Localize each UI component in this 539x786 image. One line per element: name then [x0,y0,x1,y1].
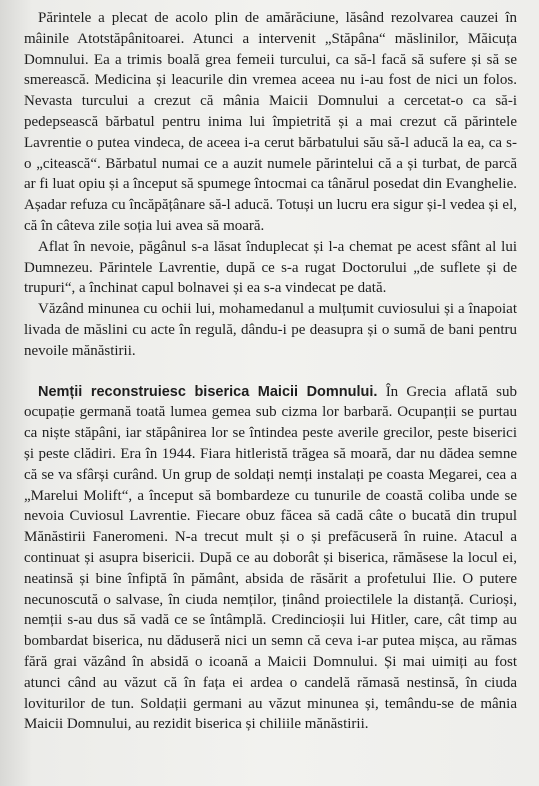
section-paragraph [24,382,517,736]
paragraph-2: Aflat în nevoie, păgânul s-a lăsat înduplecat și l-a chemat pe acest sfânt al lui Dumnezeu. Părintele Lavrentie, după ce s-a rugat Doctorului „de suflete și de trupuri“, a închinat capul bolnavei și ea s-a vindecat pe dată. [24,238,517,297]
paragraph-3: Văzând minunea cu ochii lui, mohamedanul a mulțumit cuviosului și a înapoiat livada de măslini cu acte în regulă, dându-i pe deasupra și o sumă de bani pentru nevoile mănăstirii. [24,301,517,359]
section-heading: Nemții reconstruiesc biserica Maicii Domnului. [38,383,378,400]
section-gap [24,362,517,382]
section-body: În Grecia aflată sub ocupație germană toată lumea gemea sub cizma lor barbară. Ocupanții se purtau ca niște stăpâni, iar stăpânirea lor se întindea peste averile grecilor, peste biserici și peste clădiri. Era în 1944. Fiara hitleristă trăgea să moară, dar nu dădea semne că se va sfârși curând. Un grup de soldați nemți instalați pe coasta Megarei, cea a „Marelui Molift“, a început să bombardeze cu tunurile de coastă coliba unde se nevoia Cuviosul Lavrentie. Fiecare obuz făcea să cadă câte o bucată din trupul Mănăstirii Faneromeni. N-a trecut mult și o și prefăcuseră în ruine. Atacul a continuat și asupra bisericii. După ce au doborât și biserica, rămăsese la locul ei, neatinsă și bine înfiptă în pământ, absida de răsărit a profetului Ilie. O putere necunoscută o salvase, în ciuda nemților, ținând proiectilele la distanță. Curioși, nemții s-au dus să vadă ce se întâmplă. Credincioșii lui Hitler, care, cât timp au bombardat biserica, nu dăduseră nici un semn că ceva i-ar putea mișca, au rămas fără grai văzând în absidă o icoană a Maicii Domnului. Și mai uimiți au fost atunci când au văzut că în fața ei ardea o candelă rămasă nestinsă, în ciuda loviturilor de tun. Soldații germani au văzut minunea și, temându-se de mânia Maicii Domnului, au rezidit biserica și chiliile mănăstirii. [24,383,517,733]
paragraph-1: Părintele a plecat de acolo plin de amărăciune, lăsând rezolvarea cauzei în mâinile Atotstăpânitoarei. Atunci a intervenit „Stăpâna“ măslinilor, Măicuța Domnului. Ea a trimis boală grea femeii turcului, ca să-l facă să sufere și să se smerească. Medicina și leacurile din vremea aceea nu i-au fost de nici un folos. Nevasta turcului a crezut că mânia Maicii Domnului a cercetat-o ca să-i pedepsească bărbatul pentru inima lui împietrită și a mai crezut că părintele Lavrentie o putea vindeca, de aceea i-a cerut bărbatului său să-l aducă la ea, ca s-o „citească“. Bărbatul numai ce a auzit numele părintelui că a și turbat, de parcă ar fi luat opiu și a început să spumege întocmai ca tânărul posedat din Evanghelie. Așadar refuza cu încăpățânare să-l aducă. Totuși un lucru era sigur și-l vedea și el, că în câteva zile soția lui avea să moară. [24,10,517,234]
